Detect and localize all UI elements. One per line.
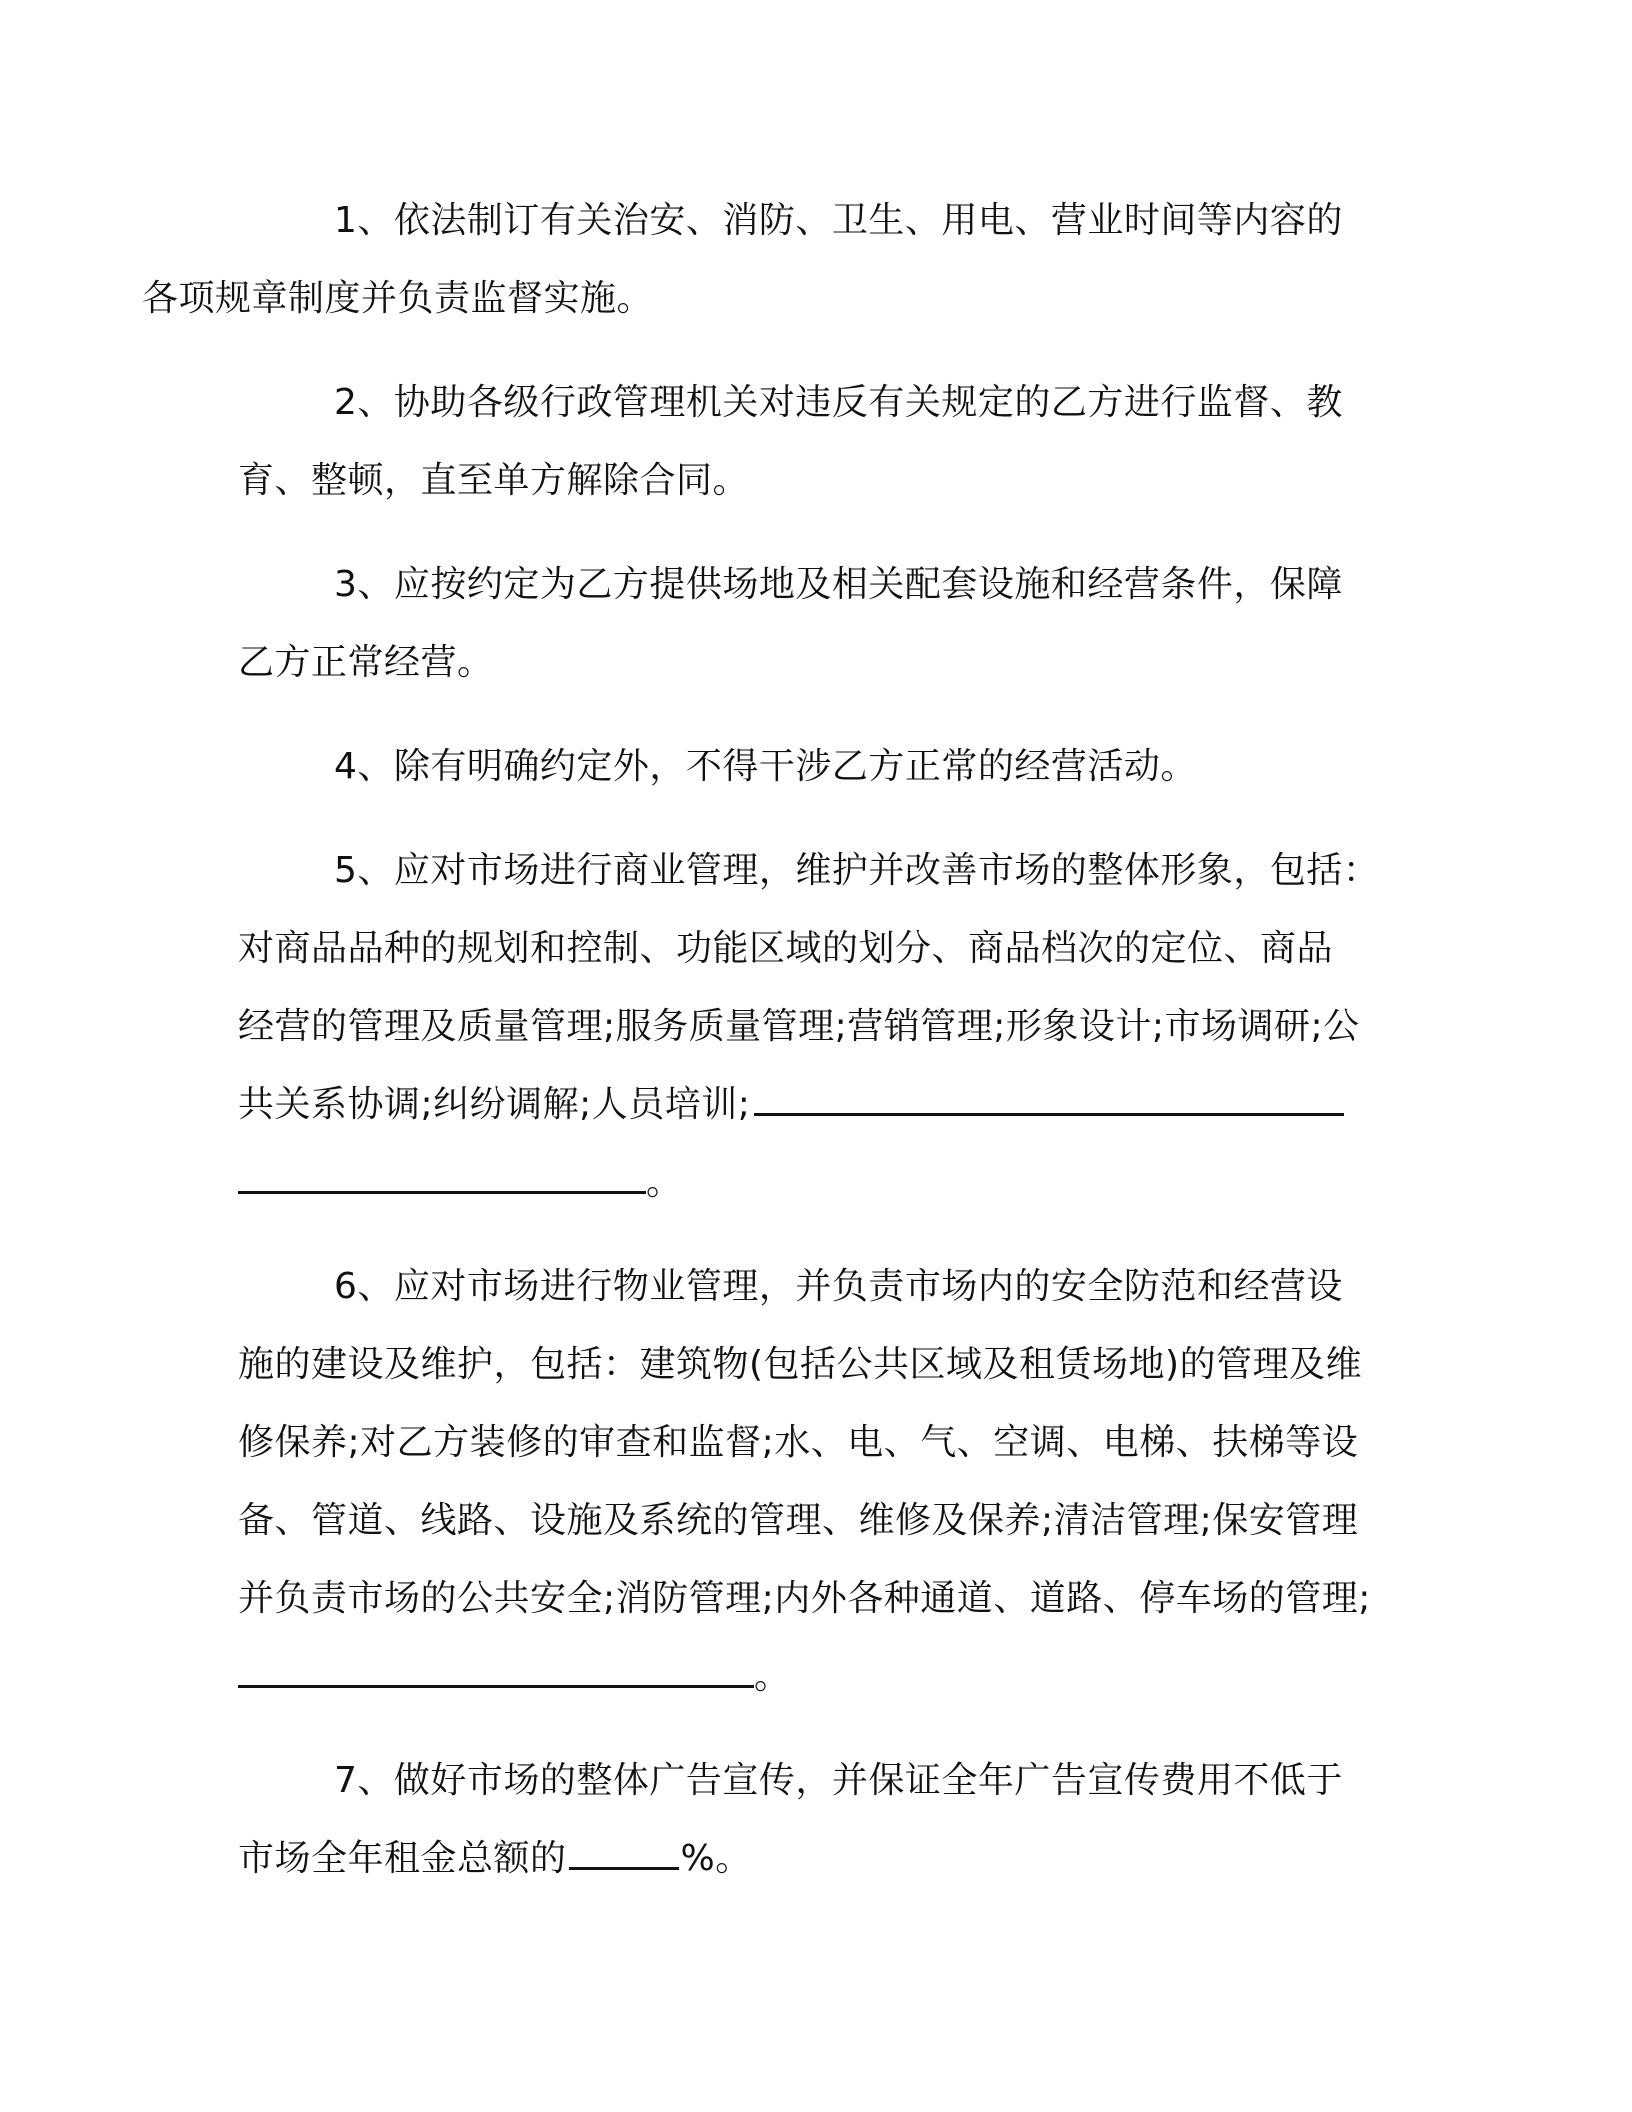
clause-2-line-2: 育、整顿，直至单方解除合同。 (238, 460, 750, 501)
clause-3 (238, 546, 1388, 702)
clause-3-line-2: 乙方正常经营。 (238, 642, 494, 683)
clause-5-line-4-text: 共关系协调;纠纷调解;人员培训; (238, 1084, 751, 1125)
clause-4 (238, 728, 1388, 806)
clause-6-line-5: 并负责市场的公共安全;消防管理;内外各种通道、道路、停车场的管理; (238, 1578, 1371, 1619)
clause-5 (238, 832, 1388, 1222)
clause-6-line-1: 6、应对市场进行物业管理，并负责市场内的安全防范和经营设 (334, 1266, 1343, 1307)
clause-4-line-1: 4、除有明确约定外，不得干涉乙方正常的经营活动。 (334, 746, 1197, 787)
clause-7-prefix: 市场全年租金总额的 (238, 1838, 567, 1879)
clause-6 (238, 1248, 1388, 1716)
clause-1-line-1: 1、依法制订有关治安、消防、卫生、用电、营业时间等内容的 (334, 200, 1343, 241)
clause-5-line-2: 对商品品种的规划和控制、功能区域的划分、商品档次的定位、商品 (238, 928, 1334, 969)
document-page (142, 182, 1388, 1924)
fill-in-blank[interactable] (238, 1655, 754, 1688)
clause-6-line-2: 施的建设及维护，包括：建筑物(包括公共区域及租赁场地)的管理及维 (238, 1344, 1363, 1385)
clause-6-line-6 (142, 1638, 1388, 1716)
fill-in-blank[interactable] (238, 1161, 646, 1194)
clause-5-end-mark: 。 (646, 1162, 683, 1203)
clause-5-line-5 (142, 1144, 1388, 1222)
clause-5-line-4 (142, 1066, 1388, 1144)
clause-7-suffix: %。 (680, 1838, 752, 1879)
clause-5-line-1: 5、应对市场进行商业管理，维护并改善市场的整体形象，包括： (334, 850, 1380, 891)
clause-1-line-2: 各项规章制度并负责监督实施。 (142, 278, 654, 319)
clause-2-line-1: 2、协助各级行政管理机关对违反有关规定的乙方进行监督、教 (334, 382, 1343, 423)
clause-7 (238, 1742, 1388, 1898)
clause-1 (142, 182, 1388, 338)
clause-6-line-3: 修保养;对乙方装修的审查和监督;水、电、气、空调、电梯、扶梯等设 (238, 1422, 1359, 1463)
clause-2 (238, 364, 1388, 520)
clause-6-end-mark: 。 (754, 1656, 791, 1697)
clause-3-line-1: 3、应按约定为乙方提供场地及相关配套设施和经营条件，保障 (334, 564, 1343, 605)
clause-6-line-4: 备、管道、线路、设施及系统的管理、维修及保养;清洁管理;保安管理 (238, 1500, 1359, 1541)
fill-in-blank[interactable] (754, 1083, 1344, 1116)
clause-5-line-3: 经营的管理及质量管理;服务质量管理;营销管理;形象设计;市场调研;公 (238, 1006, 1360, 1047)
clause-7-line-1: 7、做好市场的整体广告宣传，并保证全年广告宣传费用不低于 (334, 1760, 1343, 1801)
clause-7-line-2 (142, 1820, 1388, 1898)
percent-blank[interactable] (569, 1837, 679, 1870)
